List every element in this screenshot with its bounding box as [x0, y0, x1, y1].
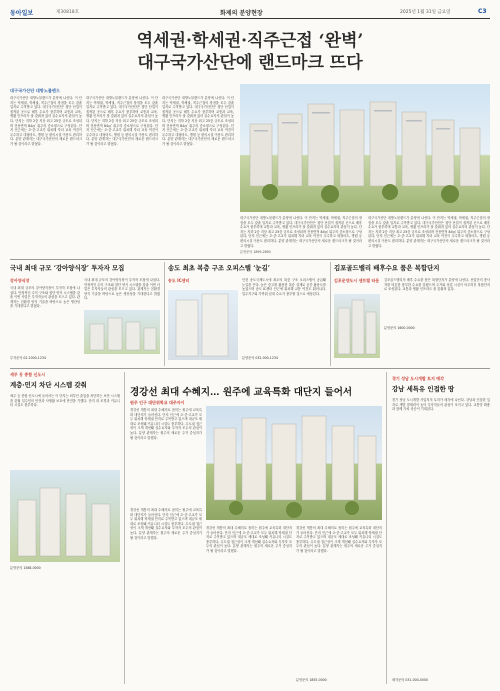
story-1-tag: 강아양식장: [10, 278, 30, 283]
divider: [330, 262, 331, 366]
story-1-headline: 국내 최대 규모 ‘강아양식장’ 투자자 모집: [10, 264, 125, 272]
story-4-headline: 계층·민지 차단 시스템 갖춰: [10, 381, 87, 389]
story-1-caption: 투자문의 02-2000-1234: [10, 356, 46, 360]
story-4-tag: 세무 등 종합 신도시: [10, 372, 46, 377]
story-5-image: [206, 406, 382, 520]
lead-apartment-image: [240, 84, 490, 212]
lead-subhead: 대구국가산단 대방노블랜드: [10, 88, 61, 93]
story-3-tag: 김포운양도시 센트럴 타운: [334, 278, 380, 283]
story-6-caption: 매각문의 031-000-0000: [392, 678, 428, 682]
divider: [386, 372, 387, 684]
lead-headline-1: 역세권·학세권·직주근접 ‘완벽’: [136, 31, 364, 51]
divider: [10, 259, 490, 260]
story-4-caption: 분양문의 1588-0000: [10, 566, 41, 570]
lead-body-col1: 대구국가산단 대방노블랜드가 분양에 나선다. 이 단지는 역세권, 학세권, 직주근접의 장점을 모두 갖춘 입지로 주목받고 있다. 대구국가산단은 첨단 산업이 집적된 곳으로 배후 수요가 풍부하며 교통과 교육, 생활 인프라가 잘 갖춰져 있어 실수요자의 관심이 높다. 단지는 지하 2층 지상 최고 25층 규모로 조성되며 전용면적 84㎡ 위주의 중소형으로 구성된다. 단지 인근에는 초·중·고교가 위치해 자녀 교육 여건이 우수하고 대형마트, 병원 등 편의시설 이용도 편리하다. 분양 관계자는 대구국가산단의 새로운 랜드마크가 될 것이라고 밝혔다.: [10, 96, 82, 146]
lead-side-text-1: 대구국가산단 대방노블랜드가 분양에 나선다. 이 단지는 역세권, 학세권, 직주근접의 장점을 모두 갖춘 입지로 주목받고 있다. 대구국가산단은 첨단 산업이 집적된 곳으로 배후 수요가 풍부하며 교통과 교육, 생활 인프라가 잘 갖춰져 있어 실수요자의 관심이 높다. 단지는 지하 2층 지상 최고 25층 규모로 조성되며 전용면적 84㎡ 위주의 중소형으로 구성된다. 단지 인근에는 초·중·고교가 위치해 자녀 교육 여건이 우수하고 대형마트, 병원 등 편의시설 이용도 편리하다. 분양 관계자는 대구국가산단의 새로운 랜드마크가 될 것이라고 밝혔다.: [240, 216, 362, 248]
story-5-body-4: 경강선 개통의 최대 수혜지로 꼽히는 원주에 교육특화 대단지가 들어선다. 단지 인근에 초·중·고교가 모두 위치해 학세권 단지로 주목받고 있으며 대규모 세대로 조성돼 커뮤니티 시설도 풍부하다. 수도권 접근성이 크게 개선돼 실수요자와 투자자 모두의 관심이 높다. 분양 관계자는 원주의 새로운 주거 중심지가 될 것이라고 말했다.: [296, 526, 382, 553]
story-1-body: 국내 최대 규모의 강아양식장이 투자자 모집에 나섰다. 안정적인 수익 구조와 첨단 양식 시스템을 갖춘 이번 사업은 투자자들의 관심을 모으고 있다. 관계자는 친환경 양식 기술을 바탕으로 높은 생산성을 기대한다고 밝혔다.: [10, 286, 80, 309]
lead-side-text-2: 대구국가산단 대방노블랜드가 분양에 나선다. 이 단지는 역세권, 학세권, 직주근접의 장점을 모두 갖춘 입지로 주목받고 있다. 대구국가산단은 첨단 산업이 집적된 곳으로 배후 수요가 풍부하며 교통과 교육, 생활 인프라가 잘 갖춰져 있어 실수요자의 관심이 높다. 단지는 지하 2층 지상 최고 25층 규모로 조성되며 전용면적 84㎡ 위주의 중소형으로 구성된다. 단지 인근에는 초·중·고교가 위치해 자녀 교육 여건이 우수하고 대형마트, 병원 등 편의시설 이용도 편리하다. 분양 관계자는 대구국가산단의 새로운 랜드마크가 될 것이라고 밝혔다.: [368, 216, 490, 248]
story-5-body-3: 경강선 개통의 최대 수혜지로 꼽히는 원주에 교육특화 대단지가 들어선다. 단지 인근에 초·중·고교가 모두 위치해 학세권 단지로 주목받고 있으며 대규모 세대로 조성돼 커뮤니티 시설도 풍부하다. 수도권 접근성이 크게 개선돼 실수요자와 투자자 모두의 관심이 높다. 분양 관계자는 원주의 새로운 주거 중심지가 될 것이라고 말했다.: [206, 526, 292, 553]
lead-contact: 분양문의 1899-2890: [240, 250, 271, 254]
story-5-caption: 분양문의 1855-0000: [296, 678, 327, 682]
issue-number: 제30818호: [56, 10, 80, 15]
story-4-image: [10, 470, 120, 562]
divider: [164, 262, 165, 366]
lead-headline-2: 대구국가산단에 랜드마크 뜨다: [137, 53, 363, 73]
page-header: [10, 4, 490, 19]
story-6-body: 경기 성남 도시개발 사업지의 토지가 매각에 나선다. 강남과 인접한 입지로 개발 잠재력이 높아 투자자들의 관심이 모이고 있다. 교통망 확충과 함께 가치 상승이 기대된다.: [392, 398, 490, 412]
story-2-caption: 분양문의 032-000-1234: [242, 356, 278, 360]
story-5-tag: 원주 인구 대단위학교 대주자이: [130, 400, 185, 405]
story-2-image: [168, 290, 238, 360]
story-3-image: [334, 294, 380, 358]
story-6-tag: 경기 성남 도시개발 토지 매각: [392, 376, 444, 381]
story-2-headline: 송도 최초 복층 구조 오피스텔 ‘눈길’: [168, 264, 271, 272]
lead-body-col2: 대구국가산단 대방노블랜드가 분양에 나선다. 이 단지는 역세권, 학세권, 직주근접의 장점을 모두 갖춘 입지로 주목받고 있다. 대구국가산단은 첨단 산업이 집적된 곳으로 배후 수요가 풍부하며 교통과 교육, 생활 인프라가 잘 갖춰져 있어 실수요자의 관심이 높다. 단지는 지하 2층 지상 최고 25층 규모로 조성되며 전용면적 84㎡ 위주의 중소형으로 구성된다. 단지 인근에는 초·중·고교가 위치해 자녀 교육 여건이 우수하고 대형마트, 병원 등 편의시설 이용도 편리하다. 분양 관계자는 대구국가산단의 새로운 랜드마크가 될 것이라고 밝혔다.: [86, 96, 158, 146]
section-title: 화제의 분양현장: [220, 10, 263, 17]
story-5-headline: 경강선 최대 수혜지… 원주에 교육특화 대단지 들어서: [130, 387, 353, 398]
story-3-body: 김포골드밸리의 배후 수요를 품은 복합단지가 분양에 나선다. 산업단지 종사자를 비롯한 풍부한 수요를 갖췄으며 주거와 상업 시설이 어우러진 복합단지로 조성된다. 교통과 생활 인프라도 잘 갖춰져 있다.: [384, 278, 490, 292]
divider: [10, 368, 490, 369]
story-4-body: 세무 등 종합 신도시에 들어서는 이 단지는 외부인 출입을 차단하는 보안 시스템을 갖춰 입주민의 안전과 사생활 보호에 만전을 기했다. 단지 내 조경과 커뮤니티 시설도 풍부하다.: [10, 394, 120, 408]
story-2-tag: 송도 IC센터: [168, 278, 190, 283]
story-2-body: 인천 송도국제도시에 최초의 복층 구조 오피스텔이 공급돼 눈길을 끈다. 높은 층고를 활용한 복층 설계로 공간 활용도를 높였으며 송도 IC센터 인근에 위치해 교통 여건도 뛰어나다. 업무지구와 가까워 임대 수요가 풍부할 것으로 예상된다.: [242, 278, 326, 296]
story-3-headline: 김포골드밸리 배후수요 품은 복합단지: [334, 264, 440, 272]
story-3-caption: 분양문의 1600-0000: [384, 326, 415, 330]
newspaper-name: 동아일보: [10, 10, 34, 17]
story-5-body-1: 경강선 개통의 최대 수혜지로 꼽히는 원주에 교육특화 대단지가 들어선다. 단지 인근에 초·중·고교가 모두 위치해 학세권 단지로 주목받고 있으며 대규모 세대로 조성돼 커뮤니티 시설도 풍부하다. 수도권 접근성이 크게 개선돼 실수요자와 투자자 모두의 관심이 높다. 분양 관계자는 원주의 새로운 주거 중심지가 될 것이라고 말했다.: [130, 408, 202, 440]
story-5-body-2: 경강선 개통의 최대 수혜지로 꼽히는 원주에 교육특화 대단지가 들어선다. 단지 인근에 초·중·고교가 모두 위치해 학세권 단지로 주목받고 있으며 대규모 세대로 조성돼 커뮤니티 시설도 풍부하다. 수도권 접근성이 크게 개선돼 실수요자와 투자자 모두의 관심이 높다. 분양 관계자는 원주의 새로운 주거 중심지가 될 것이라고 말했다.: [130, 508, 202, 540]
divider: [124, 372, 125, 684]
page-number: C3: [478, 8, 487, 15]
story-6-headline: 강남 세특유 인접한 땅: [392, 385, 455, 393]
story-1-image: [84, 310, 160, 354]
issue-date: 2025년 1월 31일 금요일: [400, 10, 451, 15]
lead-body-col3: 대구국가산단 대방노블랜드가 분양에 나선다. 이 단지는 역세권, 학세권, 직주근접의 장점을 모두 갖춘 입지로 주목받고 있다. 대구국가산단은 첨단 산업이 집적된 곳으로 배후 수요가 풍부하며 교통과 교육, 생활 인프라가 잘 갖춰져 있어 실수요자의 관심이 높다. 단지는 지하 2층 지상 최고 25층 규모로 조성되며 전용면적 84㎡ 위주의 중소형으로 구성된다. 단지 인근에는 초·중·고교가 위치해 자녀 교육 여건이 우수하고 대형마트, 병원 등 편의시설 이용도 편리하다. 분양 관계자는 대구국가산단의 새로운 랜드마크가 될 것이라고 밝혔다.: [162, 96, 234, 146]
story-1-body-b: 국내 최대 규모의 강아양식장이 투자자 모집에 나섰다. 안정적인 수익 구조와 첨단 양식 시스템을 갖춘 이번 사업은 투자자들의 관심을 모으고 있다. 관계자는 친환경 양식 기술을 바탕으로 높은 생산성을 기대한다고 밝혔다.: [84, 278, 160, 301]
